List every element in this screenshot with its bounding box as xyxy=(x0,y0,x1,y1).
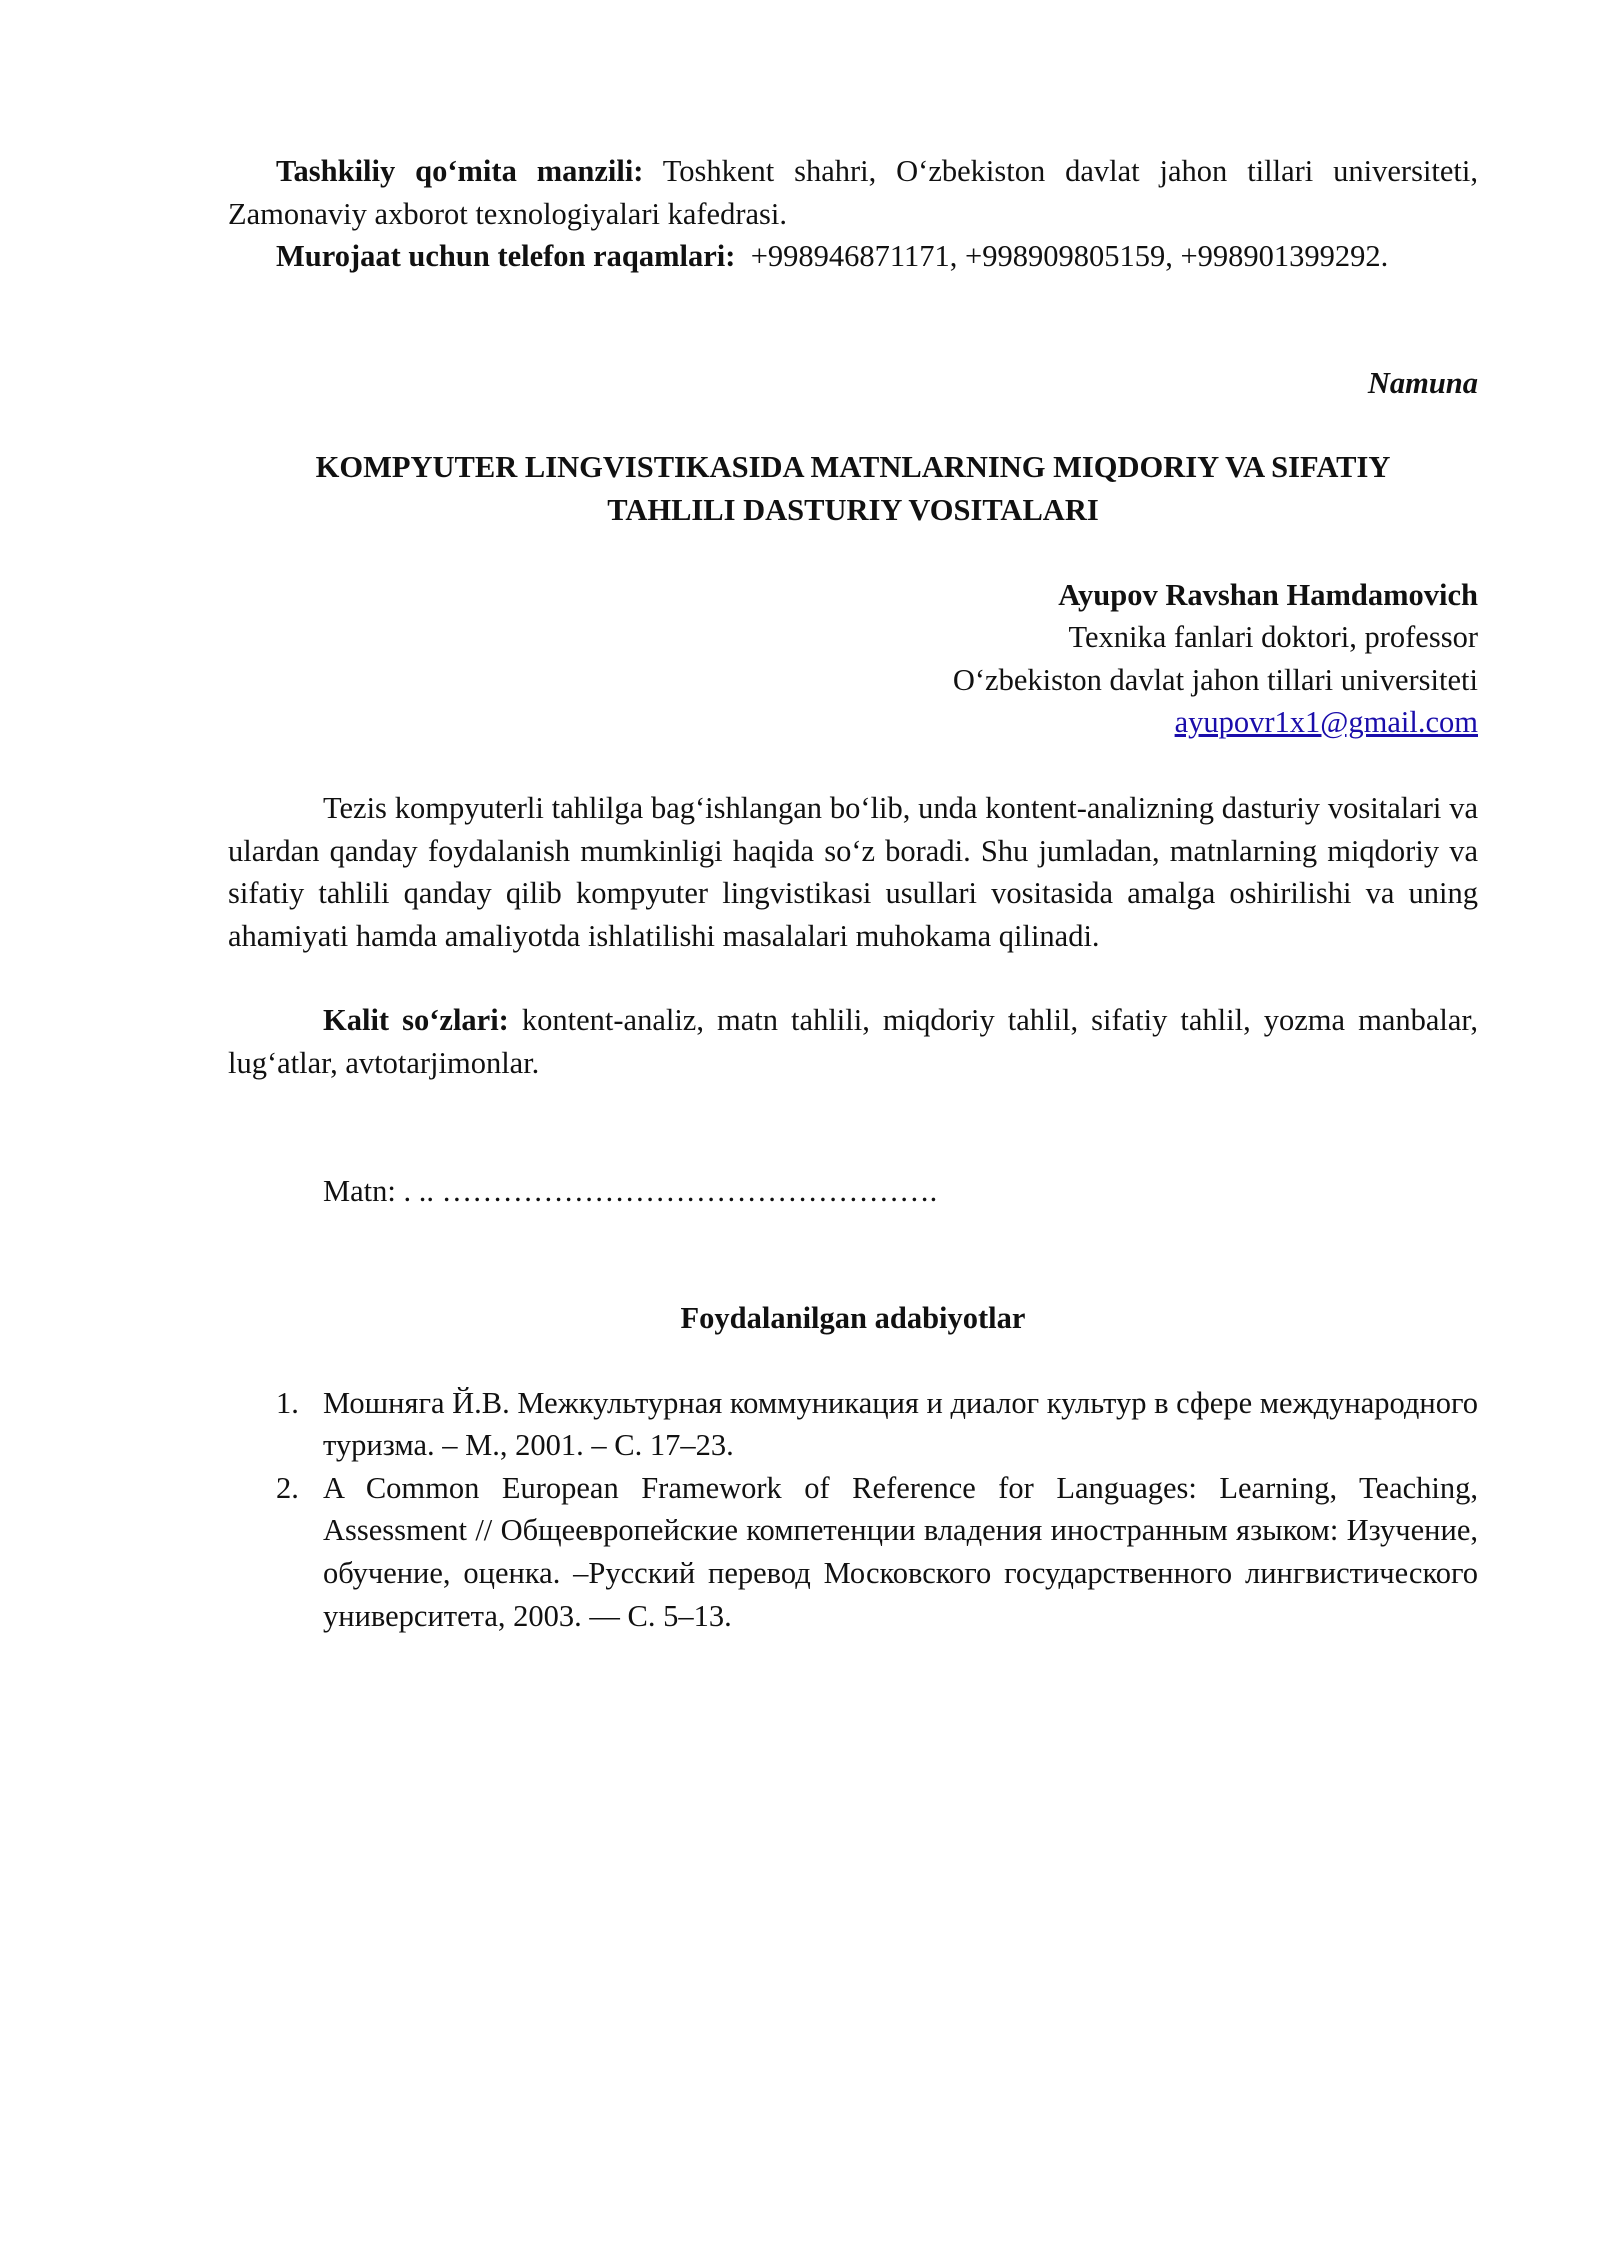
references-list xyxy=(228,1382,1478,1638)
phone-label: Murojaat uchun telefon raqamlari: xyxy=(276,239,736,274)
document-page xyxy=(228,150,1478,1637)
title-line-1: KOMPYUTER LINGVISTIKASIDA MATNLARNING MIQDORIY VA SIFATIY xyxy=(315,450,1391,485)
reference-text: Мошняга Й.В. Межкультурная коммуникация и диалог культур в сфере международного туризма. – М., 2001. – С. 17–23. xyxy=(323,1385,1478,1463)
reference-item xyxy=(228,1382,1478,1467)
keywords-paragraph xyxy=(228,999,1478,1084)
phone-paragraph xyxy=(228,235,1478,278)
author-block xyxy=(228,574,1478,744)
sample-label: Namuna xyxy=(1367,365,1478,400)
address-text: Toshkent shahri, O‘zbekiston davlat jahon tillari universiteti, Zamonaviy axborot texnologiyalari kafedrasi. xyxy=(228,154,1478,231)
author-degree: Texnika fanlari doktori, professor xyxy=(1068,620,1478,655)
author-affiliation: O‘zbekiston davlat jahon tillari universiteti xyxy=(952,662,1478,697)
references-heading: Foydalanilgan adabiyotlar xyxy=(680,1301,1026,1336)
contact-block xyxy=(228,150,1478,278)
phone-text: +998946871171, +998909805159, +998901399292. xyxy=(735,239,1389,274)
address-paragraph xyxy=(228,150,1478,235)
abstract-paragraph: Tezis kompyuterli tahlilga bag‘ishlangan bo‘lib, unda kontent-analizning dasturiy vositalari va ulardan qanday foydalanish mumkinligi haqida so‘z boradi. Shu jumladan, matnlarning miqdoriy va sifatiy tahlili qanday qilib kompyuter lingvistikasi usullari vositasida amalga oshirilishi va uning ahamiyati hamda amaliyotda ishlatilishi masalalari muhokama qilinadi. xyxy=(228,790,1478,953)
reference-number: 2. xyxy=(276,1470,299,1505)
author-name: Ayupov Ravshan Hamdamovich xyxy=(1058,577,1478,612)
title-line-2: TAHLILI DASTURIY VOSITALARI xyxy=(607,492,1099,527)
author-email-link[interactable]: ayupovr1x1@gmail.com xyxy=(1174,705,1478,740)
keywords-text: kontent-analiz, matn tahlili, miqdoriy tahlil, sifatiy tahlil, yozma manbalar, lug‘atlar, avtotarjimonlar. xyxy=(228,1003,1478,1080)
address-label: Tashkiliy qo‘mita manzili: xyxy=(276,154,644,188)
reference-item xyxy=(228,1467,1478,1637)
paper-title xyxy=(228,446,1478,531)
reference-text: A Common European Framework of Reference for Languages: Learning, Teaching, Assessment // Общеевропейские компетенции владения иностранным языком: Изучение, обучение, оценка. –Русский перевод Московского государственного лингвистического университета, 2003. — С. 5–13. xyxy=(323,1470,1478,1633)
keywords-label: Kalit so‘zlari: xyxy=(323,1003,509,1038)
body-placeholder: Matn: . .. …………………………………………. xyxy=(323,1173,938,1208)
reference-number: 1. xyxy=(276,1385,299,1420)
